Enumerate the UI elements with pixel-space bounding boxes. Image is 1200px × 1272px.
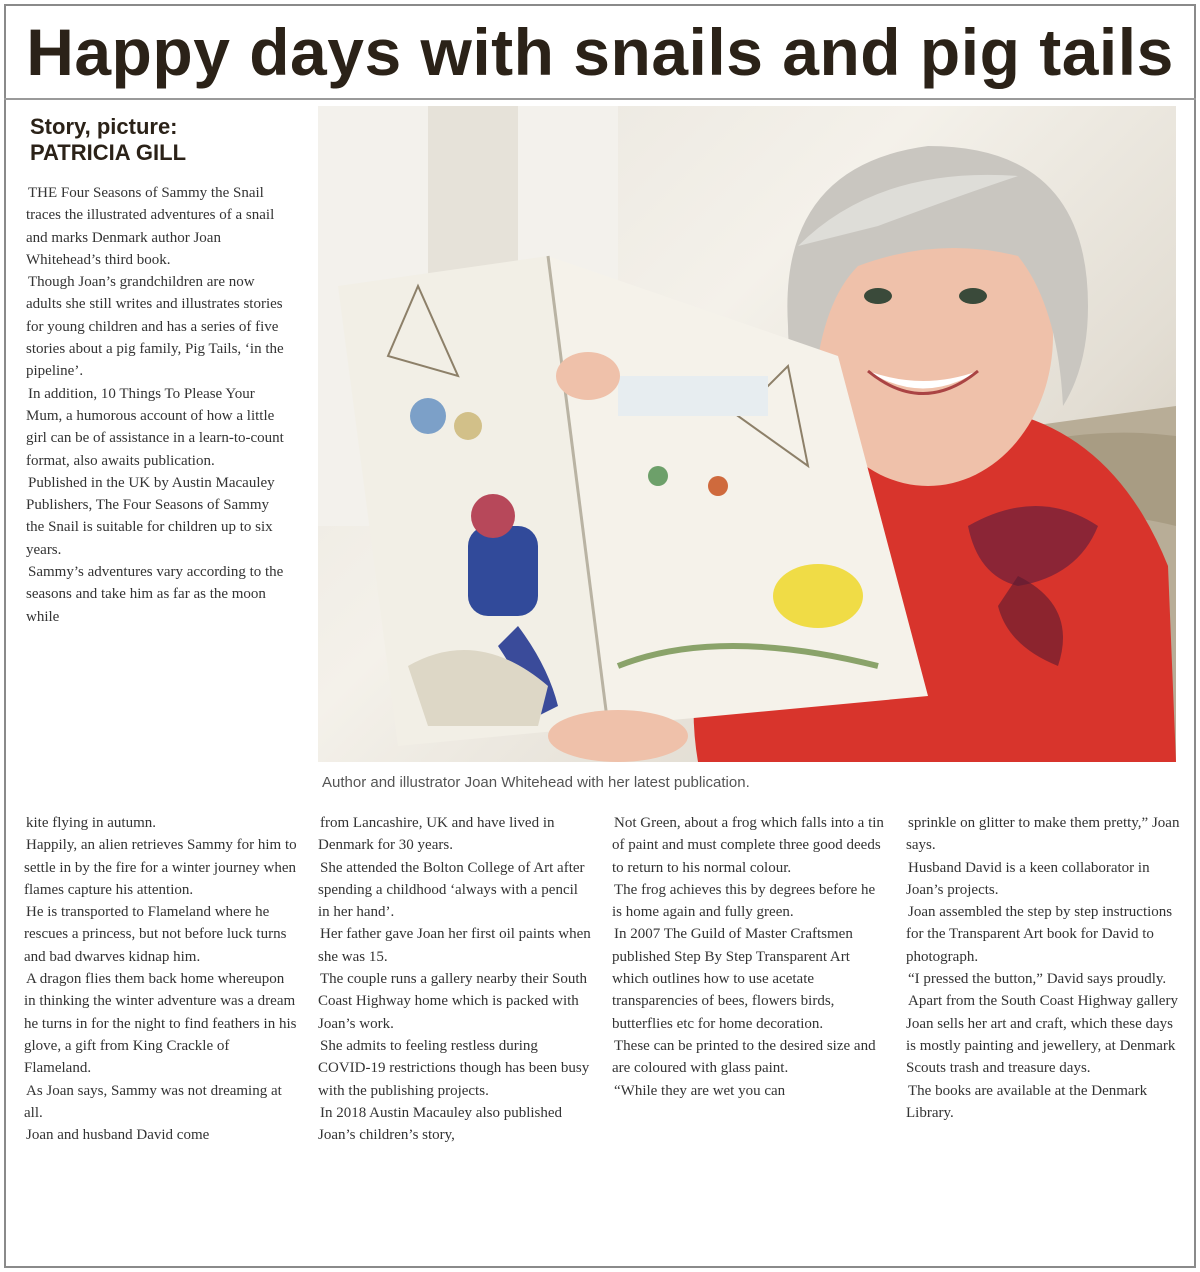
paragraph: “While they are wet you can bbox=[614, 1082, 786, 1099]
headline: Happy days with snails and pig tails bbox=[26, 15, 1174, 89]
photo-illustration bbox=[318, 106, 1176, 762]
paragraph: Joan assembled the step by step instructions for the Transparent Art book for David to photograph. bbox=[906, 904, 1173, 965]
byline-credit: Story, picture: bbox=[30, 114, 178, 139]
paragraph: In 2018 Austin Macauley also published Joan’s children’s story, bbox=[318, 1104, 563, 1144]
paragraph: from Lancashire, UK and have lived in Denmark for 30 years. bbox=[318, 815, 555, 854]
column-3 bbox=[318, 812, 593, 1146]
paragraph: THE Four Seasons of Sammy the Snail traces the illustrated adventures of a snail and marks Denmark author Joan Whitehead’s third book. bbox=[26, 185, 275, 268]
headline-rule bbox=[4, 98, 1196, 100]
paragraph: Published in the UK by Austin Macauley Publishers, The Four Seasons of Sammy the Snail is suitable for children up to six years. bbox=[26, 474, 275, 558]
paragraph: Her father gave Joan her first oil paints when she was 15. bbox=[318, 926, 591, 965]
paragraph: Husband David is a keen collaborator in Joan’s projects. bbox=[906, 859, 1150, 898]
paragraph: These can be printed to the desired size and are coloured with glass paint. bbox=[612, 1037, 876, 1077]
photo-caption: Author and illustrator Joan Whitehead with her latest publication. bbox=[322, 774, 750, 791]
paragraph: Joan and husband David come bbox=[26, 1127, 210, 1144]
column-2 bbox=[24, 812, 299, 1146]
paragraph: Though Joan’s grandchildren are now adults she still writes and illustrates stories for young children and has a series of five stories about a pig family, Pig Tails, ‘in the pipeline’. bbox=[26, 274, 284, 380]
paragraph: kite flying in autumn. bbox=[26, 815, 156, 831]
paragraph: Happily, an alien retrieves Sammy for him to settle in by the fire for a winter journey when flames capture his attention. bbox=[24, 837, 297, 898]
paragraph: Apart from the South Coast Highway gallery Joan sells her art and craft, which these days is mostly painting and jewellery, at Denmark Scouts trash and treasure days. bbox=[906, 993, 1178, 1077]
paragraph: She attended the Bolton College of Art after spending a childhood ‘always with a pencil in her hand’. bbox=[318, 859, 585, 921]
paragraph: She admits to feeling restless during COVID-19 restrictions though has been busy with the publishing projects. bbox=[318, 1037, 590, 1099]
paragraph: sprinkle on glitter to make them pretty,” Joan says. bbox=[906, 815, 1180, 854]
paragraph: In addition, 10 Things To Please Your Mum, a humorous account of how a little girl can be of assistance in a learn-to-count format, also awaits publication. bbox=[26, 385, 284, 469]
paragraph: “I pressed the button,” David says proudly. bbox=[908, 971, 1167, 988]
author-photo bbox=[318, 106, 1176, 762]
byline bbox=[30, 114, 310, 166]
column-1 bbox=[26, 182, 286, 628]
paragraph: In 2007 The Guild of Master Craftsmen published Step By Step Transparent Art which outlines how to use acetate transparencies of bees, flowers birds, butterflies etc for home decoration. bbox=[612, 926, 853, 1032]
paragraph: Not Green, about a frog which falls into a tin of paint and must complete three good deeds to return to his normal colour. bbox=[612, 815, 884, 876]
paragraph: The frog achieves this by degrees before he is home again and fully green. bbox=[612, 881, 876, 921]
column-4 bbox=[612, 812, 887, 1102]
paragraph: He is transported to Flameland where he rescues a princess, but not before luck turns and bad dwarves kidnap him. bbox=[24, 904, 287, 965]
paragraph: As Joan says, Sammy was not dreaming at all. bbox=[24, 1082, 282, 1121]
paragraph: The couple runs a gallery nearby their South Coast Highway home which is packed with Joan’s work. bbox=[318, 971, 587, 1032]
paragraph: The books are available at the Denmark Library. bbox=[906, 1082, 1148, 1121]
column-5 bbox=[906, 812, 1181, 1124]
byline-author: PATRICIA GILL bbox=[30, 140, 187, 165]
paragraph: A dragon flies them back home whereupon in thinking the winter adventure was a dream he turns in for the night to find feathers in his glove, a gift from King Crackle of Flameland. bbox=[24, 971, 297, 1077]
paragraph: Sammy’s adventures vary according to the seasons and take him as far as the moon while bbox=[26, 564, 284, 625]
